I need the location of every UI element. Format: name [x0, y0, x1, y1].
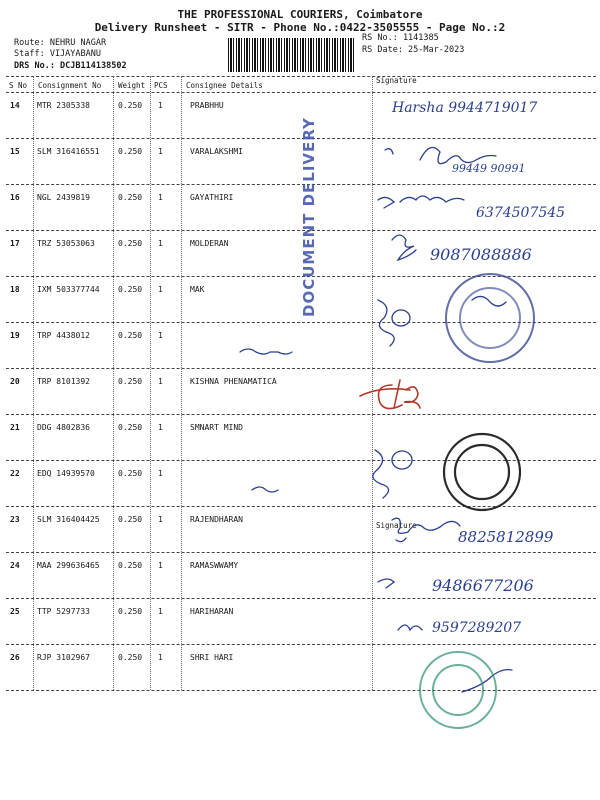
row-pcs: 1 — [158, 239, 163, 248]
row-weight: 0.250 — [118, 423, 143, 432]
row-weight: 0.250 — [118, 607, 143, 616]
row-pcs: 1 — [158, 515, 163, 524]
signature-header-repeat: Signature — [376, 521, 417, 530]
row-sno: 17 — [10, 239, 20, 248]
col-header-sno: S No — [9, 81, 28, 90]
row-consignee: MAK — [190, 285, 205, 294]
row-consignment: SLM 316404425 — [37, 515, 100, 524]
row-pcs: 1 — [158, 285, 163, 294]
runsheet-title: Delivery Runsheet - SITR - Phone No.:0422-3505555 - Page No.:2 — [94, 21, 506, 34]
rs-date: RS Date: 25-Mar-2023 — [362, 45, 465, 55]
row-consignment: MTR 2305338 — [37, 101, 90, 110]
row-pcs: 1 — [158, 423, 163, 432]
row-consignee: HARIHARAN — [190, 607, 234, 616]
row-weight: 0.250 — [118, 147, 143, 156]
signature-row-23: 8825812899 — [458, 528, 554, 546]
row-consignee: PRABHHU — [190, 101, 224, 110]
row-pcs: 1 — [158, 607, 163, 616]
row-sno: 25 — [10, 607, 20, 616]
row-consignee: SMNART MIND — [190, 423, 243, 432]
row-consignee: VARALAKSHMI — [190, 147, 243, 156]
row-sno: 26 — [10, 653, 20, 662]
signature-row-25: 9597289207 — [432, 620, 522, 636]
row-weight: 0.250 — [118, 469, 143, 478]
row-sno: 23 — [10, 515, 20, 524]
row-pcs: 1 — [158, 101, 163, 110]
row-sno: 20 — [10, 377, 20, 386]
row-pcs: 1 — [158, 653, 163, 662]
row-consignee: SHRI HARI — [190, 653, 234, 662]
row-pcs: 1 — [158, 147, 163, 156]
row-weight: 0.250 — [118, 331, 143, 340]
row-consignment: EDQ 14939570 — [37, 469, 95, 478]
row-consignment: TRP 4438012 — [37, 331, 90, 340]
row-pcs: 1 — [158, 561, 163, 570]
col-header-consignee: Consignee Details — [186, 81, 263, 90]
signature-row-17: 9087088886 — [430, 245, 532, 264]
row-sno: 15 — [10, 147, 20, 156]
row-consignment: TRP 8101392 — [37, 377, 90, 386]
row-consignee: KISHNA PHENAMATICA — [190, 377, 277, 386]
row-pcs: 1 — [158, 331, 163, 340]
row-consignee: GAYATHIRI — [190, 193, 234, 202]
row-consignment: SLM 316416551 — [37, 147, 100, 156]
col-header-weight: Weight — [118, 81, 146, 90]
row-consignment: MAA 299636465 — [37, 561, 100, 570]
row-consignment: TRZ 53053063 — [37, 239, 95, 248]
row-sno: 21 — [10, 423, 20, 432]
row-weight: 0.250 — [118, 515, 143, 524]
drs-number: DRS No.: DCJB114138502 — [14, 61, 127, 71]
signature-row-14: Harsha 9944719017 — [392, 100, 538, 116]
row-weight: 0.250 — [118, 285, 143, 294]
row-pcs: 1 — [158, 193, 163, 202]
row-consignment: TTP 5297733 — [37, 607, 90, 616]
signature-row-16: 6374507545 — [476, 205, 566, 221]
col-header-consignment: Consignment No — [38, 81, 102, 90]
row-consignee: RAMASWWAMY — [190, 561, 239, 570]
rs-number: RS No.: 1141385 — [362, 33, 439, 43]
row-pcs: 1 — [158, 469, 163, 478]
row-sno: 14 — [10, 101, 20, 110]
col-header-pcs: PCS — [154, 81, 168, 90]
signature-row-24: 9486677206 — [432, 576, 534, 595]
row-weight: 0.250 — [118, 653, 143, 662]
row-sno: 22 — [10, 469, 20, 478]
signature-row-15: 99449 90991 — [452, 162, 526, 175]
row-pcs: 1 — [158, 377, 163, 386]
row-consignment: NGL 2439819 — [37, 193, 90, 202]
row-sno: 18 — [10, 285, 20, 294]
staff-label: Staff: VIJAYABANU — [14, 49, 101, 59]
row-sno: 19 — [10, 331, 20, 340]
row-consignee: RAJENDHARAN — [190, 515, 243, 524]
row-consignment: IXM 503377744 — [37, 285, 100, 294]
row-consignment: DDG 4802836 — [37, 423, 90, 432]
row-weight: 0.250 — [118, 239, 143, 248]
row-sno: 16 — [10, 193, 20, 202]
company-title: THE PROFESSIONAL COURIERS, Coimbatore — [177, 8, 423, 21]
row-consignment: RJP 3102967 — [37, 653, 90, 662]
row-weight: 0.250 — [118, 561, 143, 570]
row-weight: 0.250 — [118, 377, 143, 386]
document-delivery-stamp: DOCUMENT DELIVERY — [300, 117, 318, 317]
row-weight: 0.250 — [118, 101, 143, 110]
col-header-signature: Signature — [376, 76, 417, 85]
row-consignee: MOLDERAN — [190, 239, 229, 248]
row-weight: 0.250 — [118, 193, 143, 202]
route-label: Route: NEHRU NAGAR — [14, 38, 107, 48]
row-sno: 24 — [10, 561, 20, 570]
